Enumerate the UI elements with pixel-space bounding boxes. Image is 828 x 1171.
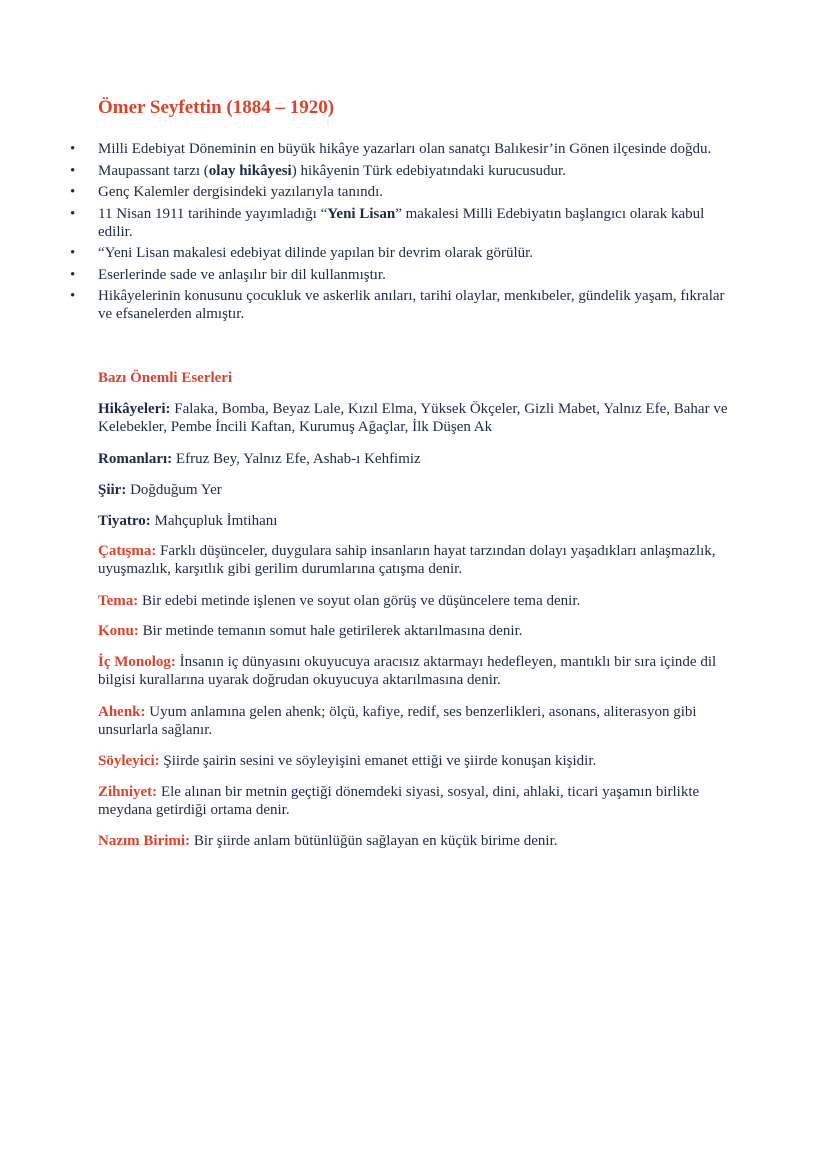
- term-label: Zihniyet:: [98, 784, 158, 800]
- list-item-text: Hikâyelerinin konusunu çocukluk ve askerlik anıları, tarihi olaylar, menkıbeler, gündelik yaşam, fıkralar ve efsanelerden almıştır.: [98, 288, 725, 322]
- list-item: [70, 287, 730, 323]
- term-definition: [98, 622, 728, 640]
- list-item: [70, 244, 730, 262]
- works-label: Tiyatro:: [98, 513, 151, 529]
- term-label: Nazım Birimi:: [98, 833, 191, 849]
- list-item-text: Maupassant tarzı (: [98, 162, 209, 179]
- works-heading: Bazı Önemli Eserleri: [98, 370, 233, 386]
- list-item: [70, 266, 730, 284]
- list-item-text: Genç Kalemler dergisindeki yazılarıyla tanındı.: [98, 184, 384, 200]
- term-definition: [98, 752, 728, 770]
- term-label: Konu:: [98, 623, 139, 639]
- page-title: Ömer Seyfettin (1884 – 1920): [98, 97, 335, 118]
- list-item-text: 11 Nisan 1911 tarihinde yayımladığı “: [98, 205, 328, 222]
- works-novels: [98, 450, 728, 468]
- works-label: Şiir:: [98, 482, 127, 498]
- list-item-text: ) hikâyenin Türk edebiyatındaki kurucusudur.: [291, 162, 566, 179]
- term-text: Bir şiirde anlam bütünlüğün sağlayan en küçük birime denir.: [190, 833, 558, 849]
- works-label: Romanları:: [98, 451, 173, 467]
- works-text: Mahçupluk İmtihanı: [150, 513, 278, 529]
- list-item: [70, 162, 730, 180]
- term-label: İç Monolog:: [98, 654, 176, 670]
- term-definition: [98, 832, 728, 850]
- list-item-text: Milli Edebiyat Döneminin en büyük hikâye yazarları olan sanatçı Balıkesir’in Gönen ilçesinde doğdu.: [98, 141, 712, 157]
- works-stories: [98, 400, 728, 436]
- term-text: Bir metinde temanın somut hale getirilerek aktarılmasına denir.: [138, 623, 523, 639]
- list-item-bold: Yeni Lisan: [327, 205, 396, 222]
- works-theatre: [98, 512, 728, 530]
- list-item: [70, 140, 730, 158]
- works-text: Efruz Bey, Yalnız Efe, Ashab-ı Kehfimiz: [172, 451, 421, 467]
- term-definition: [98, 542, 728, 578]
- list-item-text: Eserlerinde sade ve anlaşılır bir dil kullanmıştır.: [98, 266, 386, 283]
- term-text: Bir edebi metinde işlenen ve soyut olan görüş ve düşüncelere tema denir.: [138, 593, 581, 609]
- term-label: Tema:: [98, 593, 139, 609]
- term-label: Ahenk:: [98, 704, 146, 720]
- term-label: Çatışma:: [98, 543, 157, 559]
- biography-list: [70, 140, 730, 327]
- term-text: Ele alınan bir metnin geçtiği dönemdeki siyasi, sosyal, dini, ahlaki, ticari yaşamın birlikte meydana getirdiği ortama denir.: [98, 784, 700, 818]
- term-definition: [98, 592, 728, 610]
- term-definition: [98, 653, 728, 689]
- term-text: İnsanın iç dünyasını okuyucuya aracısız aktarmayı hedefleyen, mantıklı bir sıra içinde dil bilgisi kurallarına uyarak doğrudan okuyucuya aktarılmasına denir.: [98, 654, 717, 688]
- term-definition: [98, 783, 728, 819]
- list-item-bold: olay hikâyesi: [208, 162, 292, 179]
- works-text: Doğduğum Yer: [126, 482, 222, 498]
- term-label: Söyleyici:: [98, 753, 160, 769]
- term-definition: [98, 703, 728, 739]
- works-poem: [98, 481, 728, 499]
- list-item-text: ” makalesi Milli Edebiyatın başlangıcı olarak kabul edilir.: [98, 205, 705, 240]
- term-text: Farklı düşünceler, duygulara sahip insanların hayat tarzından dolayı yaşadıkları anlaşmazlık, uyuşmazlık, karşıtlık gibi gerilim durumlarına çatışma denir.: [98, 543, 716, 577]
- works-text: Falaka, Bomba, Beyaz Lale, Kızıl Elma, Yüksek Ökçeler, Gizli Mabet, Yalnız Efe, Bahar ve Kelebekler, Pembe İncili Kaftan, Kurumuş Ağaçlar, İlk Düşen Ak: [98, 401, 728, 435]
- term-text: Şiirde şairin sesini ve söyleyişini emanet ettiği ve şiirde konuşan kişidir.: [159, 753, 597, 769]
- works-label: Hikâyeleri:: [98, 401, 171, 417]
- list-item: [70, 183, 730, 201]
- term-text: Uyum anlamına gelen ahenk; ölçü, kafiye, redif, ses benzerlikleri, asonans, aliterasyon gibi unsurlarla sağlanır.: [98, 704, 697, 738]
- list-item: [70, 205, 730, 241]
- list-item-text: “Yeni Lisan makalesi edebiyat dilinde yapılan bir devrim olarak görülür.: [98, 245, 534, 261]
